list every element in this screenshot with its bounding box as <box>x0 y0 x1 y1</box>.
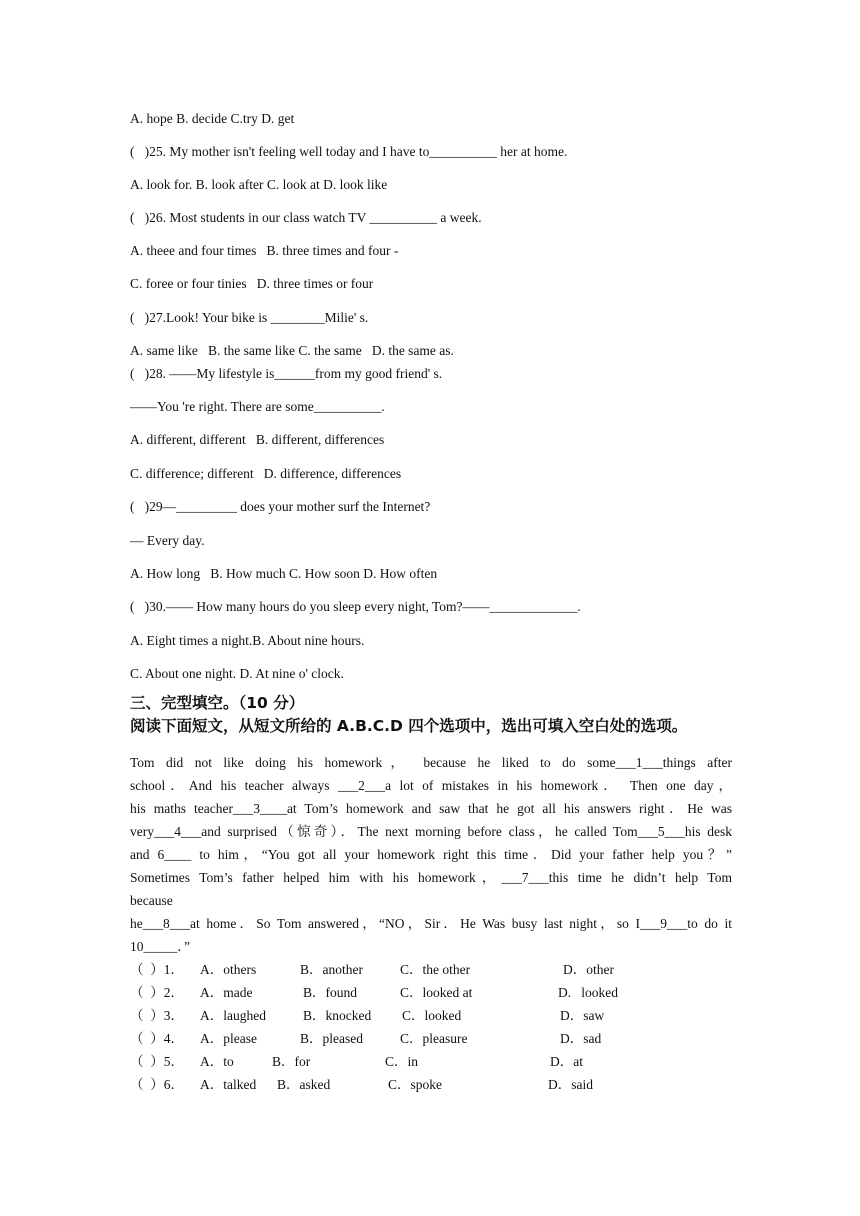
option-line: A. different, different B. different, differences <box>130 432 385 447</box>
choice-d: D．at <box>550 1054 583 1069</box>
choice-d: D．said <box>548 1077 593 1092</box>
option-line: A. same like B. the same like C. the same D. the same as. <box>130 343 454 358</box>
passage-line: very___4___and surprised（惊奇）．The next morning before class，he called Tom___5___his desk <box>130 824 732 839</box>
passage-line: school．And his teacher always ___2___a lot of mistakes in his homework． Then one day， <box>130 778 732 793</box>
choice-a: A．to <box>200 1054 234 1069</box>
question-line: ( )27.Look! Your bike is ________Milie' s. <box>130 310 369 325</box>
option-line: C. About one night. D. At nine o' clock. <box>130 666 344 681</box>
option-line: A. How long B. How much C. How soon D. How often <box>130 566 438 581</box>
choice-a: A．others <box>200 962 257 977</box>
choice-a: A．please <box>200 1031 257 1046</box>
question-line: ( )25. My mother isn't feeling well today and I have to__________ her at home. <box>130 144 568 159</box>
choice-c: C．spoke <box>388 1077 442 1092</box>
choice-c: C．looked <box>402 1008 462 1023</box>
choice-d: D. looked <box>558 985 618 1000</box>
question-line: ( )26. Most students in our class watch TV __________ a week. <box>130 210 482 225</box>
passage-line: his maths teacher___3____at Tom’s homework and saw that he got all his answers right．He was <box>130 801 732 816</box>
choice-c: C．pleasure <box>400 1031 468 1046</box>
choice-a: A．made <box>200 985 253 1000</box>
choice-a: A．talked <box>200 1077 257 1092</box>
option-line: C. difference; different D. difference, differences <box>130 466 402 481</box>
question-number: （ ）4． <box>130 1031 184 1046</box>
passage-line: Sometimes Tom’s father helped him with his homework，___7___this time he didn’t help Tom <box>130 870 732 885</box>
choice-b: B．pleased <box>300 1031 363 1046</box>
choice-b: B．found <box>303 985 357 1000</box>
passage-line: he___8___at home．So Tom answered，“NO，Sir．He Was busy last night，so I___9___to do it <box>130 916 732 931</box>
passage-line: 10_____．” <box>130 939 190 954</box>
passage-line: because <box>130 893 173 908</box>
passage-line: and 6____ to him，“You got all your homework right this time．Did your father help you？” <box>130 847 732 862</box>
section-title: 三、完型填空。（10 分） <box>130 694 305 712</box>
question-line: ( )30.—— How many hours do you sleep every night, Tom?——_____________. <box>130 599 581 614</box>
question-line: — Every day. <box>130 533 205 548</box>
choice-b: B．for <box>272 1054 311 1069</box>
choice-d: D．other <box>563 962 614 977</box>
question-line: ( )28. ——My lifestyle is______from my good friend' s. <box>130 366 443 381</box>
option-line: A. hope B. decide C.try D. get <box>130 111 295 126</box>
choice-c: C．in <box>385 1054 419 1069</box>
question-number: （ ）3． <box>130 1008 184 1023</box>
option-line: A. Eight times a night.B. About nine hours. <box>130 633 365 648</box>
choice-c: C．the other <box>400 962 471 977</box>
passage-line: Tom did not like doing his homework， because he liked to do some___1___things after <box>130 755 732 770</box>
question-number: （ ）2． <box>130 985 184 1000</box>
option-line: A. theee and four times B. three times and four - <box>130 243 399 258</box>
choice-b: B．another <box>300 962 363 977</box>
question-number: （ ）5． <box>130 1054 184 1069</box>
option-line: C. foree or four tinies D. three times or four <box>130 276 374 291</box>
option-line: A. look for. B. look after C. look at D. look like <box>130 177 388 192</box>
choice-d: D．sad <box>560 1031 602 1046</box>
choice-c: C．looked at <box>400 985 473 1000</box>
question-line: ( )29—_________ does your mother surf the Internet? <box>130 499 431 514</box>
choice-b: B．asked <box>277 1077 331 1092</box>
choice-b: B．knocked <box>303 1008 372 1023</box>
question-line: ——You 're right. There are some__________. <box>130 399 385 414</box>
choice-a: A．laughed <box>200 1008 266 1023</box>
section-instruction: 阅读下面短文，从短文所给的 A.B.C.D 四个选项中，选出可填入空白处的选项。 <box>130 717 688 735</box>
choice-d: D．saw <box>560 1008 605 1023</box>
question-number: （ ）1． <box>130 962 184 977</box>
question-number: （ ）6． <box>130 1077 184 1092</box>
